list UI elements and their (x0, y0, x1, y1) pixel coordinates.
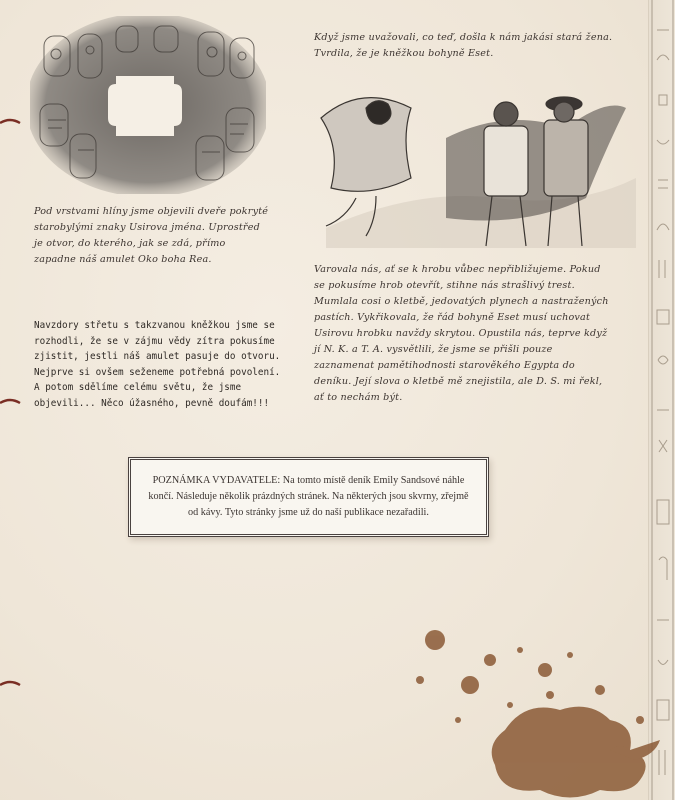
publisher-note-label: POZNÁMKA VYDAVATELE: (152, 475, 281, 486)
caption-door: Pod vrstvami hlíny jsme objevili dveře pokryté starobylými znaky Usirova jména. Uprostřed je otvor, do kterého, jak se zdá, přímo zapadne náš amulet Oko boha Rea. (34, 206, 269, 265)
caption-warning: Varovala nás, ať se k hrobu vůbec nepřibližujeme. Pokud se pokusíme hrob otevřít, stihne nás strašlivý trest. Mumlala cosi o kletbě, jedovatých plynech a nastražených pastích. Vykřikovala, že řád bohyně Eset musí uchovat Usirovu hrobku navždy skrytou. Opustila nás, teprve když jí N. K. a T. A. vysvětlili, že jsme se přišli pouze zaznamenat pamětihodnosti starověkého Egypta do deníku. Její slova o kletbě mě znejistila, ale D. S. mi řekl, ať to nechám být. (314, 264, 609, 403)
priestess-sketch-illustration (296, 78, 638, 256)
carved-door-illustration (30, 16, 266, 194)
publisher-note (131, 473, 486, 521)
typewritten-note: Navzdory střetu s takzvanou kněžkou jsme se rozhodli, že se v zájmu vědy zítra pokusíme zjistit, jestli náš amulet pasuje do otvoru. Nejprve si ovšem seženeme potřebná povolení. A potom sdělíme celému světu, že jsme objevili... Něco úžasného, pevně doufám!!! (34, 320, 281, 409)
publisher-note-box (128, 457, 489, 537)
binder-ring (0, 118, 22, 128)
publisher-note-text: Na tomto místě deník Emily Sandsové náhle končí. Následuje několik prázdných stránek. Na některých jsou skvrny, zřejmě od kávy. Tyto stránky jsme už do naší publikace nezařadili. (148, 475, 469, 518)
caption-priestess: Když jsme uvažovali, co teď, došla k nám jakási stará žena. Tvrdila, že je kněžkou bohyně Eset. (314, 32, 613, 59)
coffee-stains (400, 610, 675, 800)
binder-ring (0, 398, 22, 408)
binder-ring (0, 680, 22, 690)
